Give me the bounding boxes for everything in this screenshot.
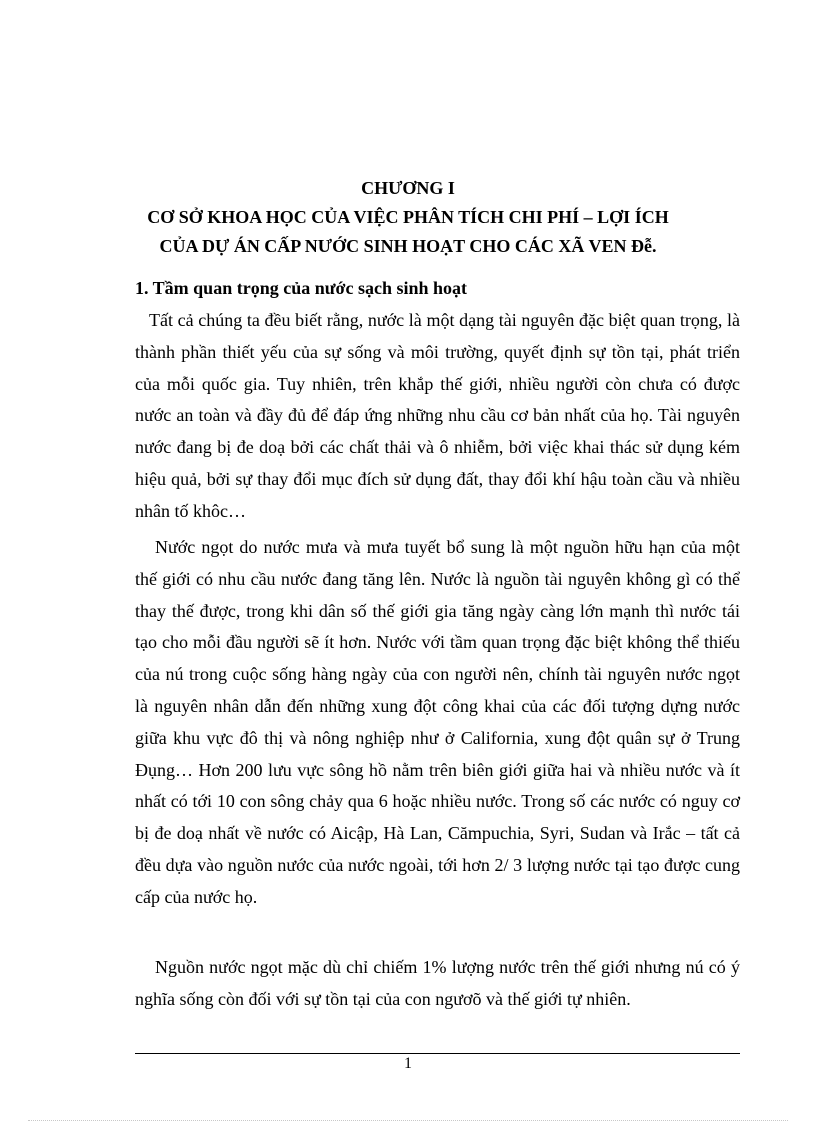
chapter-title-line-1: CƠ SỞ KHOA HỌC CỦA VIỆC PHÂN TÍCH CHI PHÍ – LỢI ÍCH	[147, 207, 669, 227]
body-paragraph-2: Nước ngọt do nước mưa và mưa tuyết bổ sung là một nguồn hữu hạn của một thế giới có nhu cầu nước đang tăng lên. Nước là nguồn tài nguyên không gì có thể thay thế được, trong khi dân số thế giới gia tăng ngày càng lớn mạnh thì nước tái tạo cho mỗi đầu người sẽ ít hơn. Nước với tầm quan trọng đặc biệt không thể thiếu của nú trong cuộc sống hàng ngày của con người nên, chính tài nguyên nước ngọt là nguyên nhân dẫn đến những xung đột công khai của các đối tượng dựng nước giữa khu vực đô thị và nông nghiệp như ở California, xung đột quân sự ở Trung Đụng… Hơn 200 lưu vực sông hồ nằm trên biên giới giữa hai và nhiều nước và ít nhất có tới 10 con sông chảy qua 6 hoặc nhiều nước. Trong số các nước có nguy cơ bị đe doạ nhất về nước có Aicập, Hà Lan, Cămpuchia, Syri, Sudan và Irắc – tất cả đều dựa vào nguồn nước của nước ngoài, tới hơn 2/ 3 lượng nước tại tạo được cung cấp của nước họ.	[135, 537, 740, 907]
page-edge-divider	[28, 1120, 788, 1121]
chapter-label: CHƯƠNG I	[361, 178, 455, 198]
chapter-title-line-2: CỦA DỰ ÁN CẤP NƯỚC SINH HOẠT CHO CÁC XÃ VEN Đễ.	[159, 236, 657, 256]
page-number: 1	[404, 1055, 412, 1072]
section-heading: 1. Tầm quan trọng của nước sạch sinh hoạt	[135, 278, 468, 298]
body-paragraph-3: Nguồn nước ngọt mặc dù chỉ chiếm 1% lượng nước trên thế giới nhưng nú có ý nghĩa sống còn đối với sự tồn tại của con ngươõ và thế giới tự nhiên.	[135, 957, 740, 1009]
body-paragraph-1: Tất cả chúng ta đều biết rằng, nước là một dạng tài nguyên đặc biệt quan trọng, là thành phần thiết yếu của sự sống và môi trường, quyết định sự tồn tại, phát triển của mỗi quốc gia. Tuy nhiên, trên khắp thế giới, nhiều người còn chưa có được nước an toàn và đầy đủ để đáp ứng những nhu cầu cơ bản nhất của họ. Tài nguyên nước đang bị đe doạ bởi các chất thải và ô nhiễm, bởi việc khai thác sử dụng kém hiệu quả, bởi sự thay đổi mục đích sử dụng đất, thay đổi khí hậu toàn cầu và nhiều nhân tố khôc…	[135, 310, 740, 521]
footer-divider	[135, 1053, 740, 1054]
